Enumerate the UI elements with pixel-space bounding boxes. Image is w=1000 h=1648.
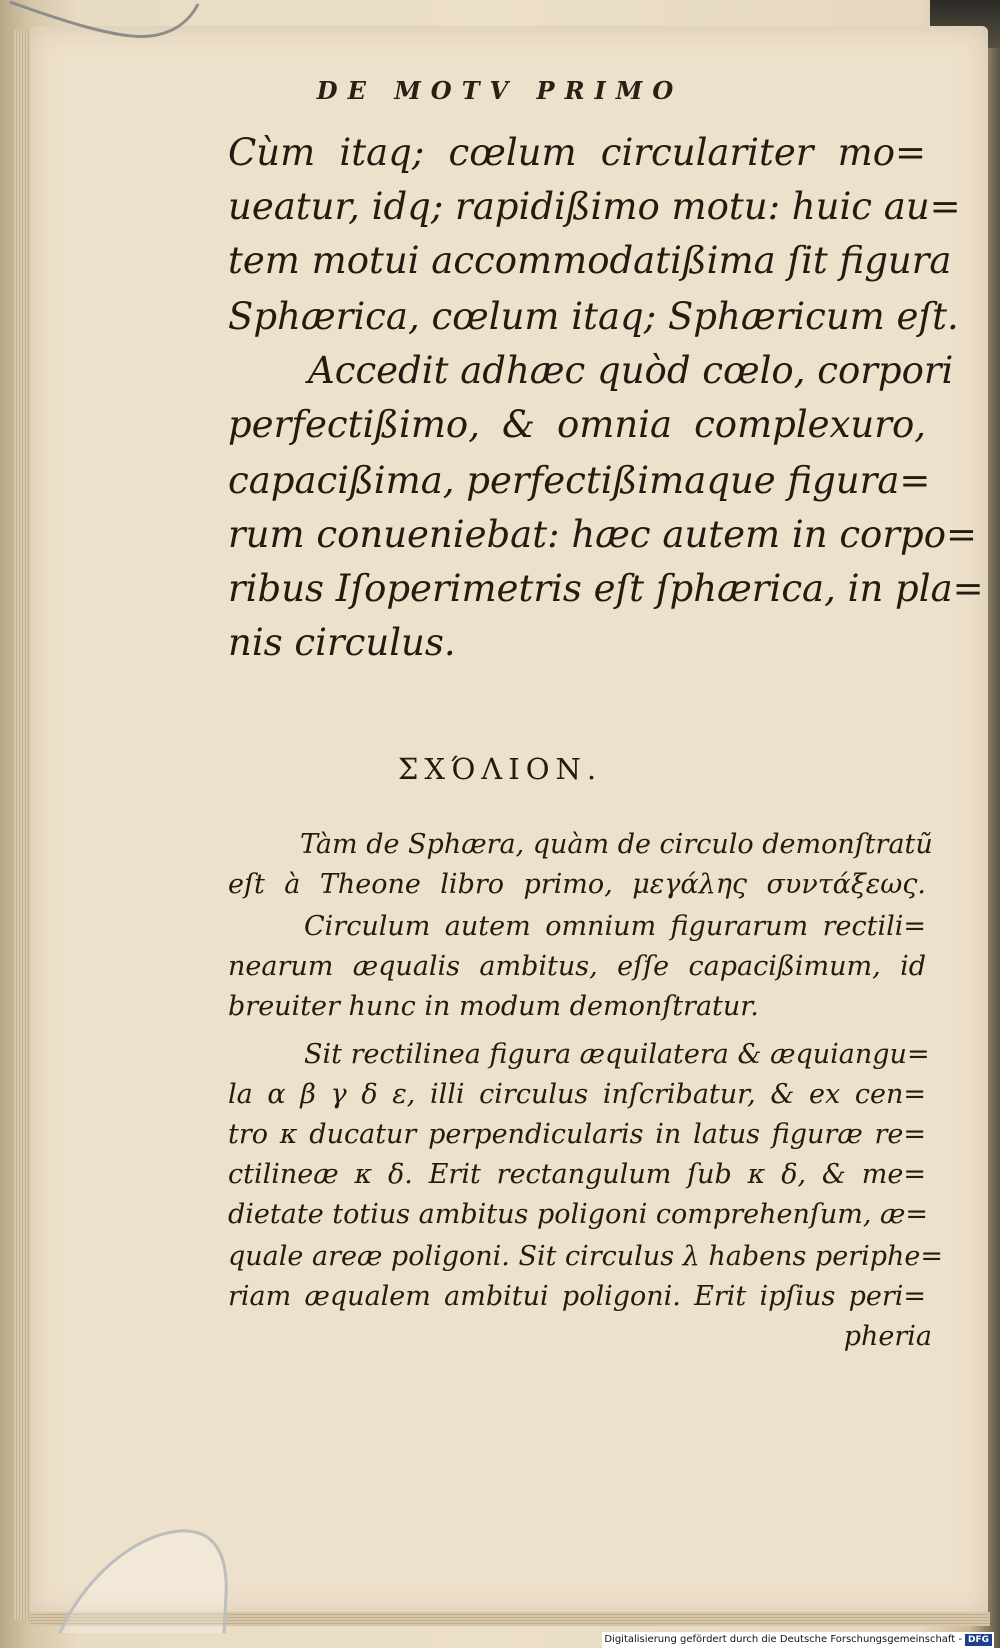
clip-holder-bottom	[40, 1525, 230, 1635]
scholion-line: eſt à Theone libro primo, μεγάλης συντάξεως.	[228, 869, 926, 900]
scholion-line: dietate totius ambitus poligoni comprehenſum, æ=	[228, 1199, 928, 1230]
text-line: ueatur, idq; rapidißimo motu: huic au=	[228, 185, 961, 228]
scholion-line: Circulum autem omnium figurarum rectili=	[304, 911, 926, 942]
text-line: nis circulus.	[228, 621, 456, 664]
scholion-line: breuiter hunc in modum demonſtratur.	[228, 991, 759, 1022]
clip-holder-top	[0, 0, 200, 40]
text-line: tem motui accommodatißima ſit figura	[228, 239, 952, 282]
text-line: Cùm itaq; cœlum circulariter mo=	[228, 131, 926, 174]
text-line: rum conueniebat: hæc autem in corpo=	[228, 513, 977, 556]
running-header: DE MOTV PRIMO	[316, 76, 684, 105]
dfg-logo: DFG	[965, 1634, 992, 1646]
funding-note: Digitalisierung gefördert durch die Deutsche Forschungsgemeinschaft -	[604, 1634, 962, 1645]
scholion-line: riam æqualem ambitui poligoni. Erit ipſius peri=	[228, 1281, 926, 1312]
text-line: capacißima, perfectißimaque figura=	[228, 459, 931, 502]
scholion-line: Sit rectilinea figura æquilatera & æquiangu=	[304, 1039, 930, 1070]
scholion-line: la α β γ δ ε, illi circulus inſcribatur, & ex cen=	[228, 1079, 926, 1110]
scholion-line: tro κ ducatur perpendicularis in latus figuræ re=	[228, 1119, 926, 1150]
scholion-line: nearum æqualis ambitus, eſſe capacißimum, id	[228, 951, 926, 982]
text-line: perfectißimo, & omnia complexuro,	[228, 403, 926, 446]
scholion-line: Tàm de Sphæra, quàm de circulo demonſtratũ	[300, 829, 933, 860]
text-line: Accedit adhæc quòd cœlo, corpori	[308, 349, 954, 392]
text-line: Sphærica, cœlum itaq; Sphæricum eſt.	[228, 295, 959, 338]
catchword: pheria	[843, 1321, 932, 1352]
scholion-heading: ΣΧΌΛΙΟΝ.	[397, 752, 603, 786]
text-line: ribus Iſoperimetris eſt ſphærica, in pla=	[228, 567, 984, 610]
scholion-line: ctilineæ κ δ. Erit rectangulum ſub κ δ, & me=	[228, 1159, 926, 1190]
scholion-line: quale areæ poligoni. Sit circulus λ habens periphe=	[228, 1241, 943, 1272]
footer-credit	[602, 1632, 994, 1648]
